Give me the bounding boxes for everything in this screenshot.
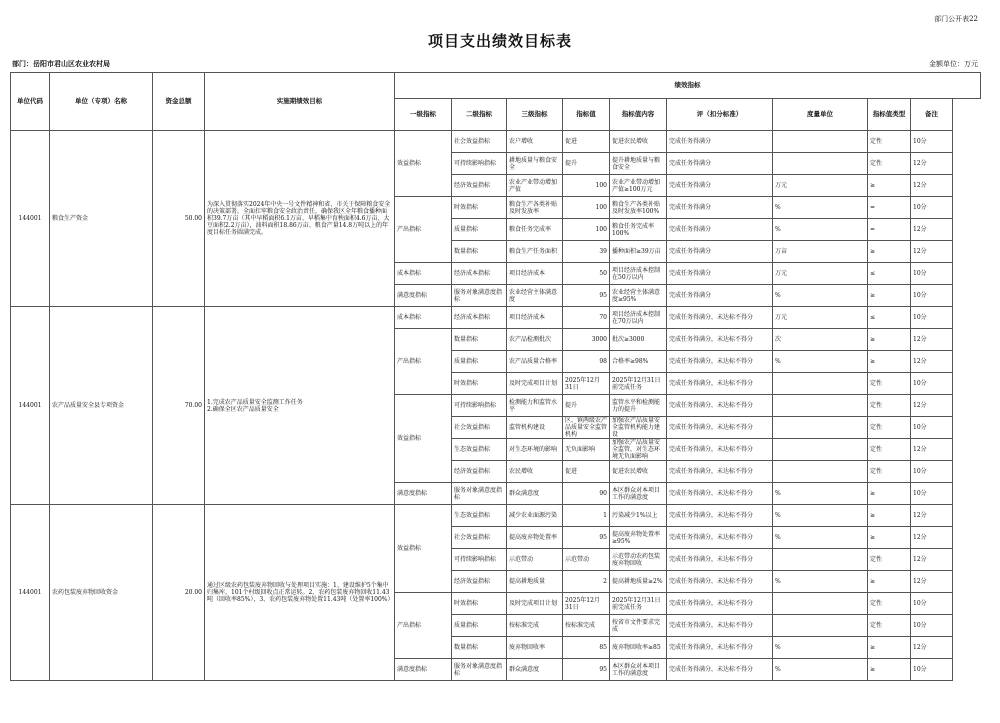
value-content-cell: 示范带动农药包装废弃物回收: [610, 549, 667, 571]
value-cell: 提升: [563, 395, 610, 417]
level3-cell: 监管机构建设: [507, 417, 563, 439]
level2-cell: 质量指标: [452, 351, 507, 373]
value-content-cell: 播种面积≥39万亩: [610, 241, 667, 263]
header-value-content: 指标值内容: [610, 99, 667, 131]
remark-cell: 12分: [911, 219, 953, 241]
level2-cell: 时效指标: [452, 593, 507, 615]
value-content-cell: 提高废弃物处置率≥95%: [610, 527, 667, 549]
remark-cell: 10分: [911, 461, 953, 483]
level3-cell: 农产品检测批次: [507, 329, 563, 351]
level1-cell: 产出指标: [395, 593, 452, 659]
remark-cell: 10分: [911, 285, 953, 307]
level3-cell: 及时完成项目计划: [507, 373, 563, 395]
measure-unit-cell: %: [773, 219, 868, 241]
level3-cell: 粮食生产各类补贴及时发放率: [507, 197, 563, 219]
scoring-cell: 完成任务得满分: [667, 197, 773, 219]
level2-cell: 可持续影响指标: [452, 153, 507, 175]
value-cell: 按标准完成: [563, 615, 610, 637]
scoring-cell: 完成任务得满分: [667, 153, 773, 175]
header-value: 指标值: [563, 99, 610, 131]
header-scoring: 评（扣分标准）: [667, 99, 773, 131]
level3-cell: 提高耕地质量: [507, 571, 563, 593]
header-unit-code: 单位代码: [11, 73, 50, 131]
level3-cell: 农民增收: [507, 461, 563, 483]
measure-unit-cell: [773, 153, 868, 175]
remark-cell: 12分: [911, 637, 953, 659]
value-content-cell: 促进农民增收: [610, 461, 667, 483]
value-cell: 提升: [563, 153, 610, 175]
level2-cell: 时效指标: [452, 197, 507, 219]
value-type-cell: ≥: [868, 241, 911, 263]
remark-cell: 12分: [911, 241, 953, 263]
value-content-cell: 粮食任务完成率100%: [610, 219, 667, 241]
total-fund-cell: 20.00: [153, 505, 205, 681]
level2-cell: 经济效益指标: [452, 175, 507, 197]
value-content-cell: 批次≥3000: [610, 329, 667, 351]
value-cell: 促进: [563, 461, 610, 483]
value-type-cell: ≥: [868, 483, 911, 505]
scoring-cell: 完成任务得满分，未达标不得分: [667, 549, 773, 571]
value-cell: 50: [563, 263, 610, 285]
measure-unit-cell: 万元: [773, 307, 868, 329]
level1-cell: 成本指标: [395, 263, 452, 285]
header-level3: 三级指标: [507, 99, 563, 131]
header-level1: 一级指标: [395, 99, 452, 131]
value-content-cell: 废弃物回收率≥85: [610, 637, 667, 659]
remark-cell: 12分: [911, 549, 953, 571]
measure-unit-cell: 万元: [773, 263, 868, 285]
unit-name-cell: 粮食生产资金: [50, 131, 153, 307]
header-target: 实施期绩效目标: [205, 73, 395, 131]
level2-cell: 服务对象满意度指标: [452, 659, 507, 681]
level2-cell: 服务对象满意度指标: [452, 285, 507, 307]
unit-name-cell: 农药包装废弃物回收资金: [50, 505, 153, 681]
level2-cell: 数量指标: [452, 637, 507, 659]
value-cell: 39: [563, 241, 610, 263]
value-type-cell: 定性: [868, 593, 911, 615]
value-cell: 100: [563, 175, 610, 197]
level3-cell: 农户增收: [507, 131, 563, 153]
scoring-cell: 完成任务得满分: [667, 263, 773, 285]
value-content-cell: 本区群众对本项目工作的满意度: [610, 483, 667, 505]
value-content-cell: 农业经营主体满意度≥95%: [610, 285, 667, 307]
level3-cell: 农产品质量合格率: [507, 351, 563, 373]
value-type-cell: ≥: [868, 659, 911, 681]
scoring-cell: 完成任务得满分，未达标不得分: [667, 483, 773, 505]
value-cell: 区、镇两级农产品质量安全监管机构: [563, 417, 610, 439]
value-cell: 促进: [563, 131, 610, 153]
value-type-cell: 定性: [868, 549, 911, 571]
value-type-cell: ≥: [868, 285, 911, 307]
value-cell: 100: [563, 219, 610, 241]
level2-cell: 经济成本指标: [452, 263, 507, 285]
level2-cell: 数量指标: [452, 329, 507, 351]
scoring-cell: 完成任务得满分，未达标不得分: [667, 417, 773, 439]
level3-cell: 减少农业面源污染: [507, 505, 563, 527]
header-total-fund: 资金总额: [153, 73, 205, 131]
measure-unit-cell: %: [773, 571, 868, 593]
measure-unit-cell: [773, 549, 868, 571]
value-type-cell: 定性: [868, 615, 911, 637]
value-type-cell: ≤: [868, 307, 911, 329]
value-cell: 2: [563, 571, 610, 593]
level3-cell: 检测能力和监管水平: [507, 395, 563, 417]
level3-cell: 群众满意度: [507, 483, 563, 505]
level1-cell: 满意度指标: [395, 659, 452, 681]
measure-unit-cell: %: [773, 351, 868, 373]
value-type-cell: 定性: [868, 373, 911, 395]
value-cell: 2025年12月31日: [563, 373, 610, 395]
value-type-cell: ≥: [868, 175, 911, 197]
table-body: [11, 131, 981, 681]
value-type-cell: 定性: [868, 417, 911, 439]
value-type-cell: 定性: [868, 153, 911, 175]
level2-cell: 质量指标: [452, 219, 507, 241]
value-cell: 2025年12月31日: [563, 593, 610, 615]
unit-code-cell: 144001: [11, 307, 50, 505]
value-cell: 90: [563, 483, 610, 505]
level3-cell: 对生态环境的影响: [507, 439, 563, 461]
header-level2: 二级指标: [452, 99, 507, 131]
scoring-cell: 完成任务得满分，未达标不得分: [667, 461, 773, 483]
value-cell: 95: [563, 659, 610, 681]
level2-cell: 社会效益指标: [452, 527, 507, 549]
value-content-cell: 加强农产品质量安全监管，对生态环境无负面影响: [610, 439, 667, 461]
level3-cell: 群众满意度: [507, 659, 563, 681]
value-content-cell: 污染减少1%以上: [610, 505, 667, 527]
value-cell: 3000: [563, 329, 610, 351]
value-cell: 95: [563, 527, 610, 549]
total-fund-cell: 70.00: [153, 307, 205, 505]
remark-cell: 12分: [911, 571, 953, 593]
level3-cell: 废弃物回收率: [507, 637, 563, 659]
value-type-cell: ≥: [868, 329, 911, 351]
unit-name-cell: 农产品质量安全县专项资金: [50, 307, 153, 505]
measure-unit-cell: %: [773, 483, 868, 505]
header-unit-name: 单位（专项）名称: [50, 73, 153, 131]
scoring-cell: 完成任务得满分，未达标不得分: [667, 373, 773, 395]
level3-cell: 项目经济成本: [507, 263, 563, 285]
remark-cell: 12分: [911, 351, 953, 373]
department-label: 部门：岳阳市君山区农业农村局: [12, 59, 110, 68]
value-type-cell: ≥: [868, 505, 911, 527]
remark-cell: 10分: [911, 615, 953, 637]
value-type-cell: ≥: [868, 351, 911, 373]
level1-cell: 满意度指标: [395, 285, 452, 307]
level2-cell: 生态效益指标: [452, 439, 507, 461]
value-content-cell: 提升耕地质量与粮食安全: [610, 153, 667, 175]
value-content-cell: 本区群众对本项目工作的满意度: [610, 659, 667, 681]
level2-cell: 经济效益指标: [452, 571, 507, 593]
table-row: [11, 505, 981, 527]
level1-cell: 满意度指标: [395, 483, 452, 505]
measure-unit-cell: [773, 593, 868, 615]
remark-cell: 12分: [911, 439, 953, 461]
value-cell: 示范带动: [563, 549, 610, 571]
remark-cell: 12分: [911, 505, 953, 527]
measure-unit-cell: %: [773, 527, 868, 549]
value-content-cell: 2025年12月31日前完成任务: [610, 593, 667, 615]
value-type-cell: 定性: [868, 395, 911, 417]
measure-unit-cell: [773, 373, 868, 395]
value-cell: 85: [563, 637, 610, 659]
level1-cell: 成本指标: [395, 307, 452, 329]
level1-cell: 效益指标: [395, 131, 452, 197]
level2-cell: 时效指标: [452, 373, 507, 395]
value-type-cell: ≥: [868, 571, 911, 593]
measure-unit-cell: [773, 395, 868, 417]
measure-unit-cell: 次: [773, 329, 868, 351]
page-title: 项目支出绩效目标表: [427, 32, 572, 50]
performance-table: [10, 72, 981, 681]
value-type-cell: ≥: [868, 637, 911, 659]
table-row: [11, 131, 981, 153]
scoring-cell: 完成任务得满分，未达标不得分: [667, 527, 773, 549]
value-type-cell: ≤: [868, 263, 911, 285]
value-content-cell: 农业产业带动增加产值≥100万元: [610, 175, 667, 197]
level3-cell: 粮食生产任务面积: [507, 241, 563, 263]
level2-cell: 质量指标: [452, 615, 507, 637]
header-indicators: 绩效指标: [395, 73, 981, 99]
scoring-cell: 完成任务得满分，未达标不得分: [667, 395, 773, 417]
scoring-cell: 完成任务得满分，未达标不得分: [667, 571, 773, 593]
scoring-cell: 完成任务得满分，未达标不得分: [667, 593, 773, 615]
level1-cell: 产出指标: [395, 197, 452, 263]
scoring-cell: 完成任务得满分: [667, 241, 773, 263]
level1-cell: 效益指标: [395, 395, 452, 483]
remark-cell: 10分: [911, 593, 953, 615]
scoring-cell: 完成任务得满分，未达标不得分: [667, 351, 773, 373]
level3-cell: 农业产业带动增加产值: [507, 175, 563, 197]
value-type-cell: 定性: [868, 439, 911, 461]
measure-unit-cell: 万亩: [773, 241, 868, 263]
amount-unit-label: 金额单位：万元: [929, 60, 978, 68]
level2-cell: 可持续影响指标: [452, 395, 507, 417]
value-content-cell: 加强农产品质量安全监管机构能力建设: [610, 417, 667, 439]
value-cell: 100: [563, 197, 610, 219]
remark-cell: 10分: [911, 131, 953, 153]
target-cell: 为深入贯彻落实2024年中央一号文件精神和省、市关于保障粮食安全的决策部署，全面扛牢粮食安全政治责任，确保我区全年粮食播种面积39.7万亩（其中早稻面积6.1万亩、早稻集中育秧面积4.6万亩、大豆面积2.2万亩），油料面积18.86万亩、粮食产量14.8万吨以上的年度目标任务圆满完成。: [205, 131, 395, 307]
measure-unit-cell: 万元: [773, 175, 868, 197]
remark-cell: 10分: [911, 417, 953, 439]
measure-unit-cell: %: [773, 659, 868, 681]
remark-cell: 12分: [911, 175, 953, 197]
measure-unit-cell: [773, 439, 868, 461]
unit-code-cell: 144001: [11, 131, 50, 307]
scoring-cell: 完成任务得满分，未达标不得分: [667, 505, 773, 527]
scoring-cell: 完成任务得满分: [667, 175, 773, 197]
remark-cell: 10分: [911, 197, 953, 219]
value-cell: 98: [563, 351, 610, 373]
header-measure-unit: 度量单位: [773, 99, 868, 131]
measure-unit-cell: [773, 615, 868, 637]
table-row: [11, 307, 981, 329]
level1-cell: 效益指标: [395, 505, 452, 593]
unit-code-cell: 144001: [11, 505, 50, 681]
value-cell: 无负面影响: [563, 439, 610, 461]
level2-cell: 社会效益指标: [452, 131, 507, 153]
value-type-cell: =: [868, 197, 911, 219]
level2-cell: 可持续影响指标: [452, 549, 507, 571]
measure-unit-cell: [773, 417, 868, 439]
level2-cell: 生态效益指标: [452, 505, 507, 527]
remark-cell: 12分: [911, 153, 953, 175]
remark-cell: 10分: [911, 373, 953, 395]
value-content-cell: 合格率≥98%: [610, 351, 667, 373]
value-content-cell: 2025年12月31日前完成任务: [610, 373, 667, 395]
measure-unit-cell: %: [773, 197, 868, 219]
level3-cell: 按标准完成: [507, 615, 563, 637]
value-content-cell: 按省市文件要求完成: [610, 615, 667, 637]
value-content-cell: 项目经济成本控制在50万以内: [610, 263, 667, 285]
remark-cell: 10分: [911, 263, 953, 285]
scoring-cell: 完成任务得满分，未达标不得分: [667, 307, 773, 329]
remark-cell: 12分: [911, 527, 953, 549]
value-type-cell: =: [868, 219, 911, 241]
value-type-cell: 定性: [868, 461, 911, 483]
level2-cell: 服务对象满意度指标: [452, 483, 507, 505]
value-content-cell: 提高耕地质量≥2%: [610, 571, 667, 593]
level2-cell: 经济成本指标: [452, 307, 507, 329]
level3-cell: 耕地质量与粮食安全: [507, 153, 563, 175]
scoring-cell: 完成任务得满分，未达标不得分: [667, 659, 773, 681]
header-remark: 备注: [911, 99, 953, 131]
value-cell: 70: [563, 307, 610, 329]
total-fund-cell: 50.00: [153, 131, 205, 307]
remark-cell: 12分: [911, 329, 953, 351]
scoring-cell: 完成任务得满分，未达标不得分: [667, 439, 773, 461]
measure-unit-cell: %: [773, 637, 868, 659]
measure-unit-cell: %: [773, 505, 868, 527]
level3-cell: 粮食任务完成率: [507, 219, 563, 241]
value-type-cell: 定性: [868, 131, 911, 153]
remark-cell: 10分: [911, 659, 953, 681]
value-content-cell: 促进农民增收: [610, 131, 667, 153]
target-cell: 1.完成农产品质量安全监测工作任务 2.确保全区农产品质量安全: [205, 307, 395, 505]
level3-cell: 示范带动: [507, 549, 563, 571]
value-content-cell: 项目经济成本控制在70万以内: [610, 307, 667, 329]
target-cell: 通过区级农药包装废弃物回收与处理项目实施：1、建设维护5个集中归集库，101个村级回收点正常运转。2、农药包装废弃物回收11.43吨（回收率85%），3、农药包装废弃物处置11.43吨（处置率100%）: [205, 505, 395, 681]
level2-cell: 数量指标: [452, 241, 507, 263]
scoring-cell: 完成任务得满分，未达标不得分: [667, 615, 773, 637]
scoring-cell: 完成任务得满分: [667, 285, 773, 307]
level2-cell: 社会效益指标: [452, 417, 507, 439]
scoring-cell: 完成任务得满分，未达标不得分: [667, 637, 773, 659]
level3-cell: 项目经济成本: [507, 307, 563, 329]
measure-unit-cell: [773, 131, 868, 153]
scoring-cell: 完成任务得满分，未达标不得分: [667, 329, 773, 351]
level3-cell: 及时完成项目计划: [507, 593, 563, 615]
scoring-cell: 完成任务得满分: [667, 219, 773, 241]
scoring-cell: 完成任务得满分: [667, 131, 773, 153]
value-cell: 1: [563, 505, 610, 527]
measure-unit-cell: [773, 461, 868, 483]
remark-cell: 10分: [911, 483, 953, 505]
header-value-type: 指标值类型: [868, 99, 911, 131]
value-content-cell: 粮食生产各类补贴及时发放率100%: [610, 197, 667, 219]
measure-unit-cell: %: [773, 285, 868, 307]
value-type-cell: ≥: [868, 527, 911, 549]
value-cell: 95: [563, 285, 610, 307]
level3-cell: 农业经营主体满意度: [507, 285, 563, 307]
remark-cell: 10分: [911, 307, 953, 329]
page-code: 部门公开表22: [934, 15, 978, 23]
remark-cell: 12分: [911, 395, 953, 417]
level1-cell: 产出指标: [395, 329, 452, 395]
level3-cell: 提高废弃物处置率: [507, 527, 563, 549]
level2-cell: 经济效益指标: [452, 461, 507, 483]
value-content-cell: 监管水平和检测能力的提升: [610, 395, 667, 417]
